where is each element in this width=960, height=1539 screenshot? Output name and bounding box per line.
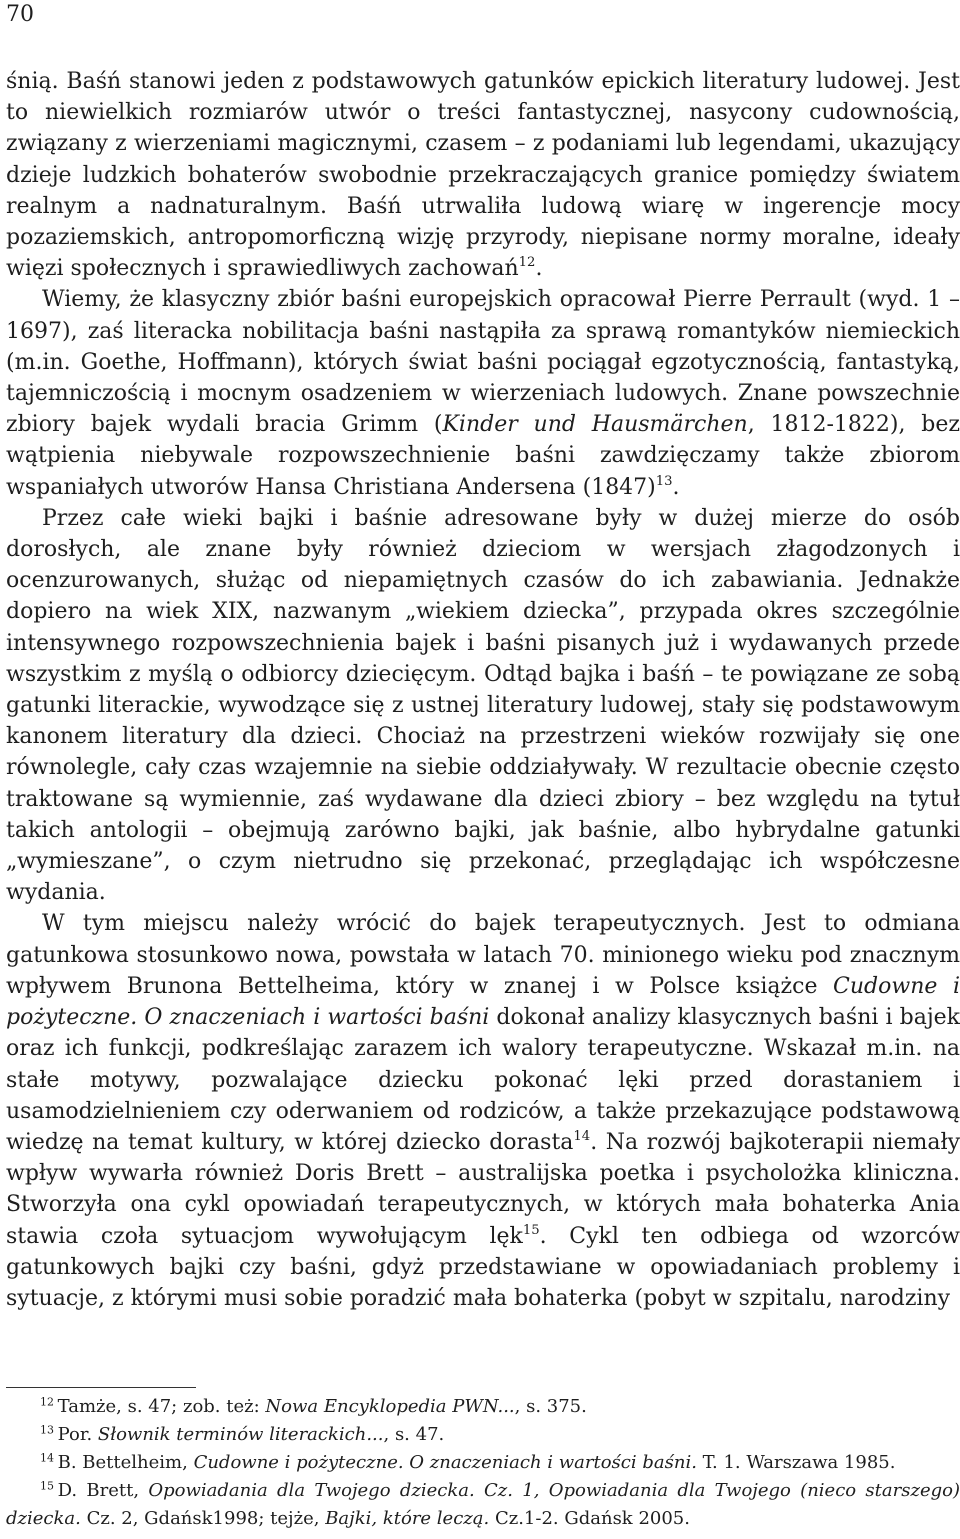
paragraph bbox=[6, 503, 960, 909]
footnote-reference: 15 bbox=[522, 1222, 540, 1238]
text-run: . Cykl ten odbiega od wzorców gatunkowych bajki czy baśni, gdyż przedstawiane w opowiadaniach problemy i sytuacje, z którymi musi sobie poradzić mała bohaterka (pobyt w szpitalu, narodziny bbox=[6, 1223, 960, 1311]
paragraph bbox=[6, 66, 960, 284]
footnote-number: 15 bbox=[40, 1479, 54, 1493]
footnote-reference: 13 bbox=[655, 473, 673, 489]
text-run: śnią. Baśń stanowi jeden z podstawowych gatunków epickich literatury ludowej. Jest to niewielkich rozmiarów utwór o treści fantastycznej, nasycony cudownością, związany z wierzeniami magicznymi, czasem – z podaniami lub legendami, ukazujący dzieje ludzkich bohaterów swobodnie przekraczających granice pomiędzy światem realnym a nadnaturalnym. Baśń utrwaliła ludową wiarę w ingerencje mocy pozaziemskich, antropomorficzną wizję przyrody, niepisane normy moralne, ideały więzi społecznych i sprawiedliwych zachowań bbox=[6, 69, 960, 282]
text-run: dokonał analizy klasycznych baśni i bajek oraz ich funkcji, podkreślając zarazem ich walory terapeutyczne. Wskazał m.in. na stałe motywy, pozwalające dziecku pokonać lęki przed dorastaniem i usamodzielnieniem czy oderwaniem od rodziców, a także przekazujące podstawową wiedzę na temat kultury, w której dziecko dorasta bbox=[6, 1005, 960, 1155]
footnote bbox=[6, 1421, 960, 1449]
text-run: Tamże, s. 47; zob. też: bbox=[57, 1396, 266, 1417]
italic-text: Nowa Encyklopedia PWN... bbox=[265, 1396, 515, 1417]
text-run: . bbox=[535, 256, 543, 282]
footnote-separator bbox=[6, 1387, 196, 1388]
italic-text: Cudowne i pożyteczne. O znaczeniach i wartości baśni. bbox=[193, 1452, 697, 1473]
text-run: Cz. 2, Gdańsk1998; tejże, bbox=[80, 1508, 326, 1529]
italic-text: Bajki, które leczą. bbox=[325, 1508, 490, 1529]
footnote bbox=[6, 1477, 960, 1533]
italic-text: Słownik terminów literackich... bbox=[97, 1424, 384, 1445]
text-run: W tym miejscu należy wrócić do bajek terapeutycznych. Jest to odmiana gatunkowa stosunkowo nowa, powstała w latach 70. minionego wieku pod znacznym wpływem Brunona Bettelheima, który w znanej i w Polsce książce bbox=[6, 911, 960, 999]
text-run: T. 1. Warszawa 1985. bbox=[696, 1452, 896, 1473]
footnote-number: 13 bbox=[40, 1423, 54, 1437]
text-run: Cz.1-2. Gdańsk 2005. bbox=[489, 1508, 690, 1529]
text-run: , s. 47. bbox=[383, 1424, 445, 1445]
footnote-reference: 12 bbox=[518, 254, 536, 270]
footnote bbox=[6, 1393, 960, 1421]
text-run: , s. 375. bbox=[514, 1396, 587, 1417]
text-run: Przez całe wieki bajki i baśnie adresowane były w dużej mierze do osób dorosłych, ale znane były również dzieciom w wersjach złagodzonych i ocenzurowanych, służąc od niepamiętnych czasów do ich zabawiania. Jednakże dopiero na wiek XIX, nazwanym „wiekiem dziecka”, przypada okres szczególnie intensywnego rozpowszechnienia bajek i baśni pisanych już i wydawanych przede wszystkim z myślą o odbiorcy dziecięcym. Odtąd bajka i baśń – te powiązane ze sobą gatunki literackie, wywodzące się z ustnej literatury ludowej, stały się podstawowym kanonem literatury dla dzieci. Chociaż na przestrzeni wieków rozwijały się one równolegle, cały czas wzajemnie na siebie oddziaływały. W rezultacie obecnie często traktowane są wymiennie, zaś wydawane dla dzieci zbiory – bez względu na tytuł takich antologii – obejmują zarówno bajki, jak baśnie, albo hybrydalne gatunki „wymieszane”, o czym nietrudno się przekonać, przeglądając ich współczesne wydania. bbox=[6, 505, 960, 906]
text-run: Por. bbox=[57, 1424, 98, 1445]
paragraph bbox=[6, 284, 960, 502]
italic-text: Opowiadania dla Twojego dziecka. Cz. 1, Opowiadania dla Twojego (nieco starszego) dziecka. bbox=[6, 1480, 960, 1529]
footnotes bbox=[6, 1393, 960, 1533]
paragraph bbox=[6, 908, 960, 1314]
italic-text: Cudowne i pożyteczne. O znaczeniach i wartości baśni bbox=[6, 973, 960, 1031]
page-number: 70 bbox=[6, 2, 34, 27]
text-run: . bbox=[672, 474, 680, 500]
text-run: Wiemy, że klasyczny zbiór baśni europejskich opracował Pierre Perrault (wyd. 1 – 1697), zaś literacka nobilitacja baśni nastąpiła za sprawą romantyków niemieckich (m.in. Goethe, Hoffmann), których świat baśni pociągał egzotycznością, fantastyką, tajemniczością i mocnym osadzeniem w wierzeniach ludowych. Znane powszechnie zbiory bajek wydali bracia Grimm ( bbox=[6, 287, 960, 438]
text-run: B. Bettelheim, bbox=[57, 1452, 194, 1473]
footnote-number: 14 bbox=[40, 1451, 54, 1465]
footnote-number: 12 bbox=[40, 1395, 54, 1409]
text-run: D. Brett, bbox=[57, 1480, 149, 1501]
text-run: , 1812-1822), bez wątpienia niebywale rozpowszechnienie baśni zawdzięczamy także zbiorom wspaniałych utworów Hansa Christiana Andersena (1847) bbox=[6, 412, 960, 500]
italic-text: Kinder und Hausmärchen bbox=[442, 412, 748, 438]
footnote bbox=[6, 1449, 960, 1477]
footnote-reference: 14 bbox=[573, 1128, 591, 1144]
text-run: . Na rozwój bajkoterapii niemały wpływ wywarła również Doris Brett – australijska poetka i psycholożka kliniczna. Stworzyła ona cykl opowiadań terapeutycznych, w których mała bohaterka Ania stawia czoła sytuacjom wywołującym lęk bbox=[6, 1129, 960, 1249]
body-text bbox=[6, 66, 960, 1314]
